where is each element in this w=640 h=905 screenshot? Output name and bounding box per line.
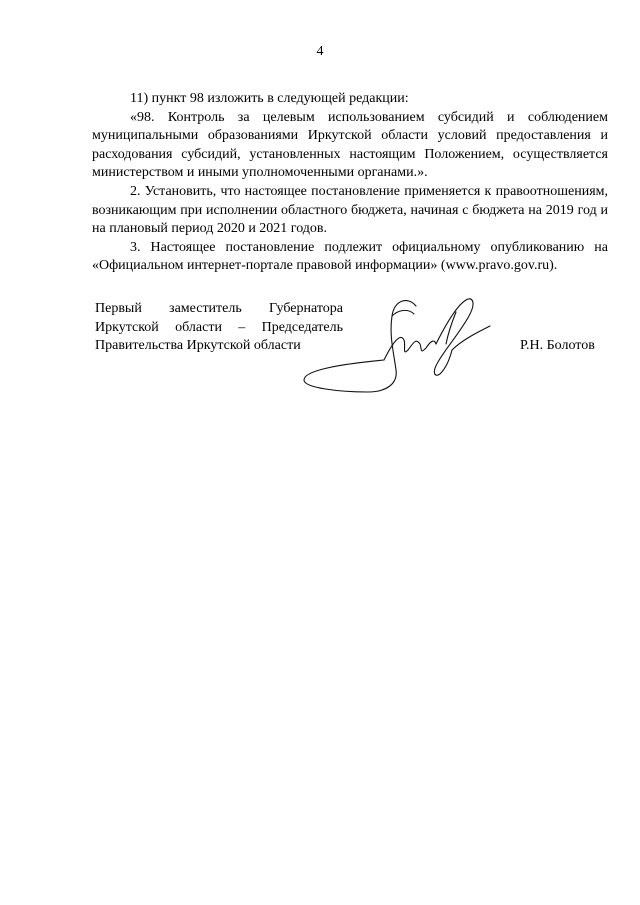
paragraph-quoted-point-98: «98. Контроль за целевым использованием субсидий и соблюдением муниципальными образованиями Иркутской области условий предоставления и расходования субсидий, установленных настоящим Положением, осуществляется министерством и иными уполномоченными органами.».: [92, 109, 608, 181]
signatory-title-line: Иркутской области – Председатель: [95, 319, 343, 335]
signatory-title-line: Первый заместитель Губернатора: [95, 301, 343, 316]
page-number: 4: [316, 44, 324, 59]
paragraph-clause-2: 2. Установить, что настоящее постановление применяется к правоотношениям, возникающим при исполнении областного бюджета, начиная с бюджета на 2019 год и на плановый период 2020 и 2021 годов.: [92, 183, 608, 237]
signatory-name: Р.Н. Болотов: [520, 338, 595, 353]
signatory-title-line: Правительства Иркутской области: [95, 338, 301, 354]
paragraph-clause-3: 3. Настоящее постановление подлежит официальному опубликованию на «Официальном интернет-портале правовой информации» (www.pravo.gov.ru).: [92, 239, 608, 274]
paragraph-item-11: 11) пункт 98 изложить в следующей редакции:: [130, 91, 409, 106]
handwritten-signature: [296, 292, 496, 400]
document-body: [92, 90, 608, 276]
